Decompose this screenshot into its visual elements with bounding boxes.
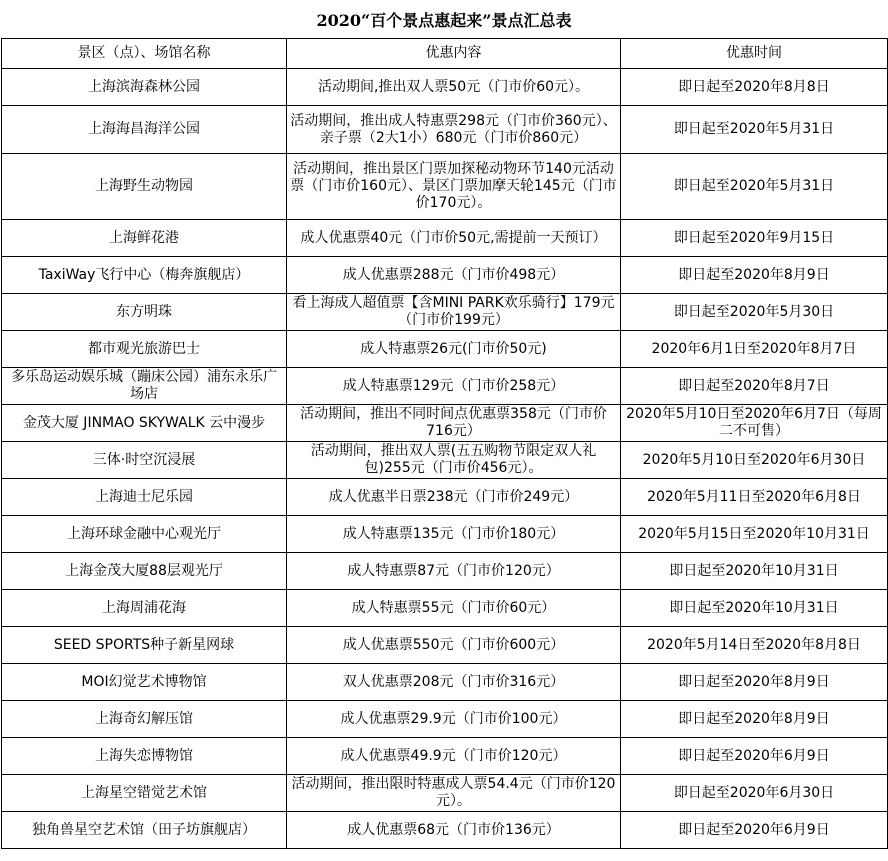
discount-period-cell [621,590,888,627]
table-row [2,294,888,331]
discount-content: 活动期间，推出双人票(五五购物节限定双人礼包)255元（门市价456元）。 [310,443,597,476]
discount-content: 双人优惠票208元（门市价316元） [342,673,565,690]
discount-period-cell [621,479,888,516]
discount-content-cell [287,442,621,479]
discount-period-cell [621,627,888,664]
venue-name-cell [2,479,287,516]
discount-period: 即日起至2020年8月9日 [678,266,830,283]
discount-content-cell [287,553,621,590]
venue-name: 多乐岛运动娱乐城（蹦床公园）浦东永乐广场店 [11,369,277,402]
discount-period-cell [621,553,888,590]
discount-content: 成人特惠票26元(门市价50元) [360,340,547,357]
venue-name-cell [2,701,287,738]
discount-content: 成人优惠票288元（门市价498元） [342,266,565,283]
table-row [2,775,888,812]
table-row [2,106,888,154]
header-name: 景区（点）、场馆名称 [2,39,287,69]
venue-name: 上海星空错觉艺术馆 [81,784,207,801]
table-row [2,553,888,590]
discount-content-cell [287,664,621,701]
discount-period-cell [621,405,888,442]
discount-content: 成人特惠票87元（门市价120元） [347,562,560,579]
discount-content: 活动期间，推出不同时间点优惠票358元（门市价716元） [300,406,607,439]
discount-period: 即日起至2020年5月30日 [673,303,835,320]
discount-content: 成人优惠票49.9元（门市价120元） [340,747,567,764]
discount-period: 即日起至2020年8月7日 [678,377,830,394]
table-row [2,154,888,220]
table-title: 2020“百个景点惠起来”景点汇总表 [316,10,572,30]
venue-name: 上海环球金融中心观光厅 [67,525,221,542]
discount-content: 成人优惠票550元（门市价600元） [342,636,565,653]
discount-period: 2020年5月11日至2020年6月8日 [647,488,861,505]
discount-content-cell [287,106,621,154]
venue-name-cell [2,664,287,701]
venue-name-cell [2,590,287,627]
discount-content: 活动期间,推出双人票50元（门市价60元）。 [317,78,590,95]
table-row [2,516,888,553]
discount-period: 即日起至2020年8月8日 [678,78,830,95]
discount-period-cell [621,220,888,257]
venue-name-cell [2,627,287,664]
discount-period-cell [621,368,888,405]
venue-name: 上海迪士尼乐园 [95,488,193,505]
table-row [2,368,888,405]
venue-name-cell [2,294,287,331]
header-discount: 优惠内容 [287,39,621,69]
table-row [2,627,888,664]
discount-period: 即日起至2020年5月31日 [673,178,835,194]
discount-content: 成人特惠票135元（门市价180元） [342,525,565,542]
table-row [2,664,888,701]
discount-content: 活动期间，推出景区门票加探秘动物环节140元活动票（门市价160元）、景区门票加摩天轮145元（门市价170元）。 [290,161,617,211]
discount-period-cell [621,294,888,331]
venue-name-cell [2,331,287,368]
discount-table [1,38,888,849]
discount-period: 即日起至2020年9月15日 [673,229,835,246]
venue-name: 上海滨海森林公园 [88,78,200,95]
table-row [2,442,888,479]
discount-period: 2020年5月15日至2020年10月31日 [638,525,870,542]
discount-period: 2020年6月1日至2020年8月7日 [651,340,857,357]
table-row [2,69,888,106]
discount-content-cell [287,331,621,368]
venue-name: 都市观光旅游巴士 [88,340,200,357]
table-row [2,590,888,627]
discount-period: 2020年5月14日至2020年8月8日 [647,636,861,653]
discount-content-cell [287,69,621,106]
venue-name: 上海失恋博物馆 [95,747,193,764]
discount-period: 2020年5月10日至2020年6月30日 [642,451,866,468]
table-row [2,331,888,368]
venue-name-cell [2,257,287,294]
venue-name: 独角兽星空艺术馆（田子坊旗舰店） [32,821,256,838]
discount-content-cell [287,294,621,331]
discount-content-cell [287,775,621,812]
discount-period: 即日起至2020年6月9日 [678,821,830,838]
venue-name-cell [2,154,287,220]
discount-content-cell [287,405,621,442]
discount-content: 活动期间，推出限时特惠成人票54.4元（门市价120元）。 [291,776,616,809]
venue-name: 金茂大厦 JINMAO SKYWALK 云中漫步 [22,414,266,431]
discount-period: 即日起至2020年8月9日 [678,710,830,727]
venue-name-cell [2,69,287,106]
discount-content-cell [287,154,621,220]
discount-period-cell [621,664,888,701]
discount-content-cell [287,516,621,553]
discount-period-cell [621,331,888,368]
discount-period: 即日起至2020年10月31日 [669,599,839,616]
discount-period-cell [621,775,888,812]
discount-content-cell [287,738,621,775]
discount-content: 看上海成人超值票【含MINI PARK欢乐骑行】179元（门市价199元） [292,295,615,328]
venue-name-cell [2,775,287,812]
table-body [2,69,888,849]
venue-name: 上海野生动物园 [95,178,193,194]
discount-content-cell [287,590,621,627]
discount-content: 活动期间，推出成人特惠票298元（门市价360元）、亲子票（2大1小）680元（门市价860元） [290,112,617,146]
table-row [2,405,888,442]
discount-content: 成人特惠票129元（门市价258元） [342,377,565,394]
venue-name-cell [2,516,287,553]
venue-name-cell [2,368,287,405]
table-row [2,257,888,294]
discount-period-cell [621,812,888,849]
venue-name: MOI幻觉艺术博物馆 [81,673,207,690]
venue-name-cell [2,553,287,590]
venue-name-cell [2,442,287,479]
table-row [2,220,888,257]
venue-name: TaxiWay飞行中心（梅奔旗舰店） [38,266,250,283]
venue-name-cell [2,220,287,257]
venue-name: 上海奇幻解压馆 [95,710,193,727]
venue-name: 三体·时空沉浸展 [92,451,196,468]
discount-content: 成人优惠票68元（门市价136元） [347,821,560,838]
venue-name: 上海鲜花港 [109,229,179,246]
discount-period: 即日起至2020年6月9日 [678,747,830,764]
venue-name: 东方明珠 [116,303,172,320]
venue-name: SEED SPORTS种子新星网球 [53,636,235,653]
venue-name: 上海周浦花海 [102,599,186,616]
discount-content-cell [287,479,621,516]
discount-period: 2020年5月10日至2020年6月7日（每周二不可售） [626,406,882,439]
discount-content-cell [287,812,621,849]
discount-period: 即日起至2020年6月30日 [673,784,835,801]
discount-period-cell [621,154,888,220]
discount-content-cell [287,257,621,294]
discount-period-cell [621,442,888,479]
discount-content: 成人优惠票40元（门市价50元,需提前一天预订） [300,229,607,246]
discount-content-cell [287,701,621,738]
discount-content: 成人特惠票55元（门市价60元） [351,599,556,616]
discount-period-cell [621,106,888,154]
discount-period: 即日起至2020年8月9日 [678,673,830,690]
table-row [2,701,888,738]
discount-period-cell [621,701,888,738]
venue-name-cell [2,812,287,849]
header-period: 优惠时间 [621,39,888,69]
discount-content-cell [287,220,621,257]
discount-content-cell [287,627,621,664]
header-row [2,39,888,69]
discount-content: 成人优惠半日票238元（门市价249元） [328,488,579,505]
discount-content-cell [287,368,621,405]
discount-content: 成人优惠票29.9元（门市价100元） [340,710,567,727]
discount-period-cell [621,69,888,106]
table-row [2,479,888,516]
discount-period: 即日起至2020年5月31日 [673,121,835,137]
venue-name-cell [2,106,287,154]
venue-name-cell [2,405,287,442]
discount-period-cell [621,516,888,553]
venue-name: 上海海昌海洋公园 [88,121,200,137]
venue-name-cell [2,738,287,775]
venue-name: 上海金茂大厦88层观光厅 [65,562,223,579]
discount-period: 即日起至2020年10月31日 [669,562,839,579]
table-row [2,738,888,775]
discount-period-cell [621,738,888,775]
table-row [2,812,888,849]
discount-period-cell [621,257,888,294]
